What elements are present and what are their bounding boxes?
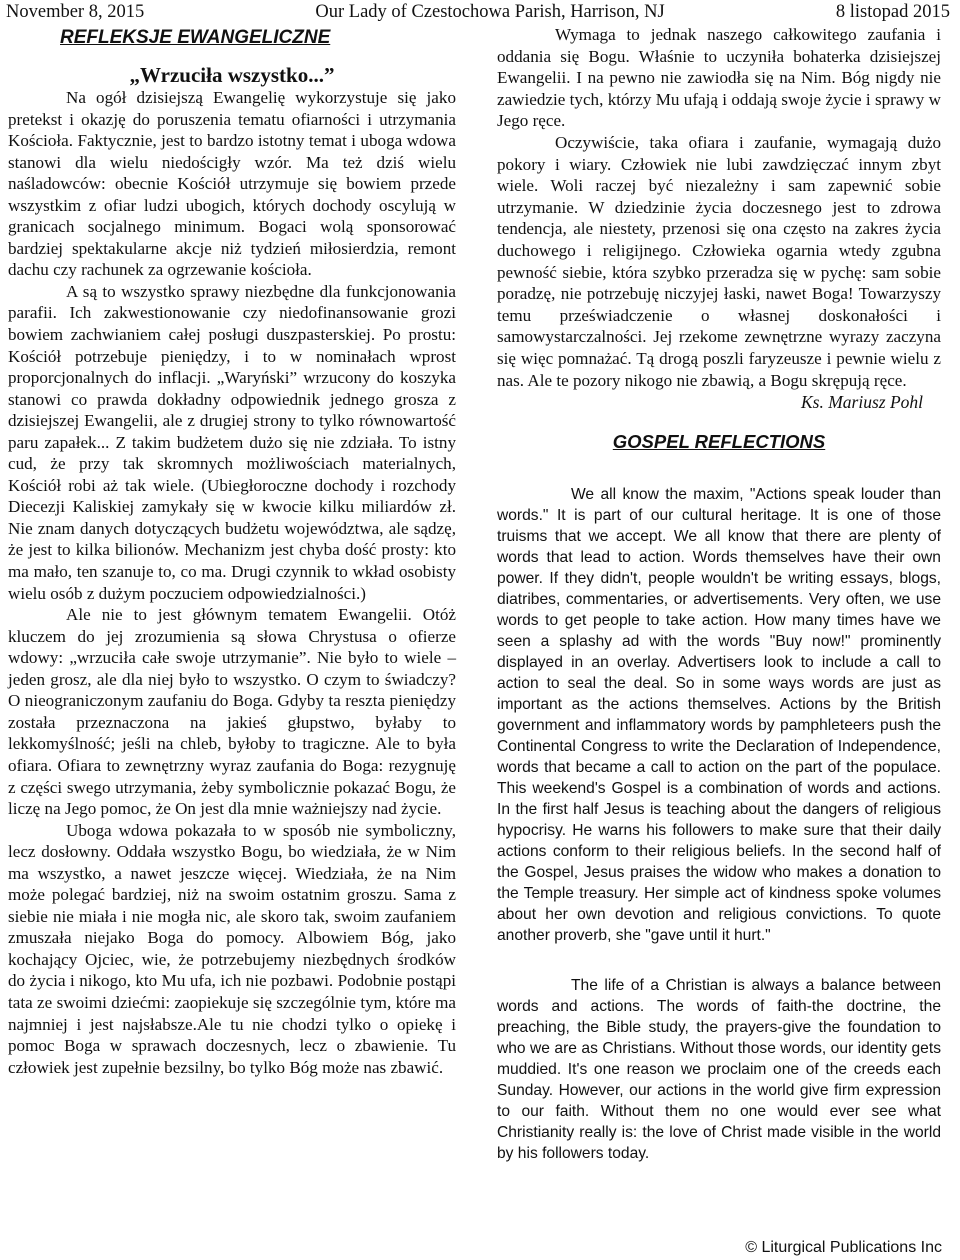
english-article-body (497, 484, 941, 1164)
polish-article-body (8, 87, 456, 1078)
page-header (6, 0, 950, 24)
polish-article-continued (497, 24, 941, 391)
left-column (8, 24, 456, 1078)
polish-paragraph: Wymaga to jednak naszego całkowitego zaufania i oddania się Bogu. Właśnie to uczyniła bohaterka dzisiejszej Ewangelii. I na pewno nie zawiodła się na Nim. Bóg nigdy nie zawiedzie tych, którzy Mu ufają i oddają swoje życie i sprawy w Jego ręce. (497, 25, 941, 131)
polish-article-title: „Wrzuciła wszystko...” (129, 63, 335, 87)
polish-paragraph: Ale nie to jest głównym tematem Ewangelii. Otóż kluczem do jej zrozumienia są słowa Chrystusa o ofierze wdowy: „wrzuciła całe swoje utrzymanie”. Nie było to wiele – jeden grosz, ale dla niej było to wszystko. O czym to świadczy? O nieograniczonym zaufaniu do Boga. Gdyby ta reszta pieniędzy została przeznaczona na jakieś głupstwo, byłaby to lekkomyślność; jeśli na chleb, byłoby to tragiczne. Ale to była ofiara. Ofiara to zewnętrzny wyraz zaufania do Boga: rezygnuję z części swego utrzymania, żeby symbolicznie pokazać Bogu, że liczę na Jego pomoc, że On jest dla mnie ważniejszy nad życie. (8, 605, 456, 819)
copyright-notice: © Liturgical Publications Inc (745, 1239, 942, 1256)
polish-paragraph: Uboga wdowa pokazała to w sposób nie symboliczny, lecz dosłowny. Oddała wszystko Bogu, bo wiedziała, że w Nim ma wszystko, a nawet jeszcze więcej. Wiedziała, że na Nim może polegać bardziej, niż na swoim ostatnim groszu. Sama z siebie nie miała i nie mogła nic, ale skoro tak, swoim zaufaniem zmuszała niejako Boga do pomocy. Albowiem Bóg, jako kochający Ojciec, wie, że potrzebujemy niezbędnych środków do życia i nikogo, kto Mu ufa, ich nie pozbawi. Podobnie postąpi tata ze swoimi dziećmi: zaopiekuje się szczególnie tym, które ma najmniej i jest najsłabsze.Ale tu nie chodzi tylko o opiekę i pomoc Boga w sprawach doczesnych, lecz o zbawienie. Tu człowiek jest zupełnie bezsilny, bo tylko Bóg może nas zbawić. (8, 820, 456, 1077)
right-column (497, 24, 941, 1164)
polish-paragraph: Na ogół dzisiejszą Ewangelię wykorzystuje się jako pretekst i okazję do poruszenia tematu ofiarności i utrzymania Kościoła. Faktycznie, jest to bardzo istotny temat i uboga wdowa stanowi dla wielu niedościgły wzór. Ma też dziś wielu naśladowców: obecnie Kościół utrzymuje się bowiem przede wszystkim z ofiar ludzi ubogich, których dochody oscylują w granicach socjalnego minimum. Bogaci wolą sponsorować bardziej spektakularne akcje niż tydzień miłosierdzia, remont dachu czy rachunek za ogrzewanie kościoła. (8, 88, 456, 280)
english-section-title: GOSPEL REFLECTIONS (612, 431, 826, 453)
english-paragraph: The life of a Christian is always a balance between words and actions. The words of faith-the doctrine, the preaching, the Bible study, the prayers-give the foundation to who we are as Christians. Without those words, our identity gets muddied. It's one reason we proclaim one of the creeds each Sunday. However, our actions in the world give firm expression to our faith. Without them no one would ever see what Christianity really is: the love of Christ made visible in the world by his followers today. (497, 977, 941, 1163)
polish-author-signature: Ks. Mariusz Pohl (800, 392, 923, 413)
header-date-polish: 8 listopad 2015 (835, 2, 950, 22)
english-paragraph: We all know the maxim, "Actions speak louder than words." It is part of our cultural heritage. It is one of those truisms that we accept. We all know that there are plenty of words that lead to action. Words themselves have their own power. If they didn't, people wouldn't be writing essays, blogs, diatribes, commentaries, or advertisements. Very often, we use words to get people to take action. How many times have we seen a splashy ad with the words "Buy now!" prominently displayed in an overlay. Advertisers look to include a call to action to seal the deal. So in some ways words are just as important as the actions themselves. Actions by the British government and inflammatory words by pamphleteers push the Continental Congress to write the Declaration of Independence, words that became a call to action on the part of the populace. This weekend's Gospel is a combination of words and actions. In the first half Jesus is teaching about the dangers of religious hypocrisy. He warns his followers to make sure that their daily actions conform to their religious beliefs. In the second half of the Gospel, Jesus praises the widow who makes a donation to the Temple treasury. Her simple act of kindness spoke volumes about her own devotion and religious convictions. To quote another proverb, she "gave until it hurt." (497, 486, 941, 945)
header-date-english: November 8, 2015 (6, 2, 145, 22)
polish-section-title: REFLEKSJE EWANGELICZNE (60, 27, 331, 48)
polish-paragraph: A są to wszystko sprawy niezbędne dla funkcjonowania parafii. Ich zakwestionowanie czy niedofinansowanie grozi bowiem zachwianiem całej posługi duszpasterskiej. Po prostu: Kościół potrzebuje pieniędzy, i to w nominałach wprost proporcjonalnych do inflacji. „Waryński” wrzucony do koszyka stanowi co prawda dokładny odpowiednik jednego grosza z dzisiejszej Ewangelii, ale z drugiej strony to tylko równowartość paru zapałek... Z takim budżetem dużo się nie zdziała. To istny cud, że przy tak skromnych możliwościach materialnych, Kościół robi aż tak wiele. (Ubiegłoroczne dochody i rozchody Diecezji Kaliskiej zamykały się w kwocie kilku miliardów zł. Nie znam danych dotyczących budżetu województwa, ale sądzę, że jest to kilka bilionów. Mechanizm jest chyba dość prosty: kto ma mało, ten szanuje to, co ma. Drugi czynnik to wkład osobisty wielu osób z dużym poczuciem odpowiedzialności.) (8, 281, 456, 603)
header-parish-name: Our Lady of Czestochowa Parish, Harrison, NJ (315, 2, 665, 22)
polish-paragraph: Oczywiście, taka ofiara i zaufanie, wymagają dużo pokory i wiary. Człowiek nie lubi zawdzięczać innym zbyt wiele. Woli raczej być niezależny i sam zapewnić sobie utrzymanie. W dziedzinie życia doczesnego jest to zdrowa tendencja, ale niestety, przenosi się ona często na zakres życia duchowego i religijnego. Człowieka ogarnia wtedy zgubna pewność siebie, która szybko przeradza się w pychę: sam sobie poradzę, nie potrzebuję niczyjej łaski, nawet Boga! Towarzyszy temu przeświadczenie o własnej doskonałości i samowystarczalności. Jej rzekome zewnętrzne wyrazy zaczyna się więc pomnażać. Tą drogą poszli faryzeusze i pewnie wielu z nas. Ale te pozory nikogo nie zbawią, a Bogu skrępują ręce. (497, 132, 941, 390)
